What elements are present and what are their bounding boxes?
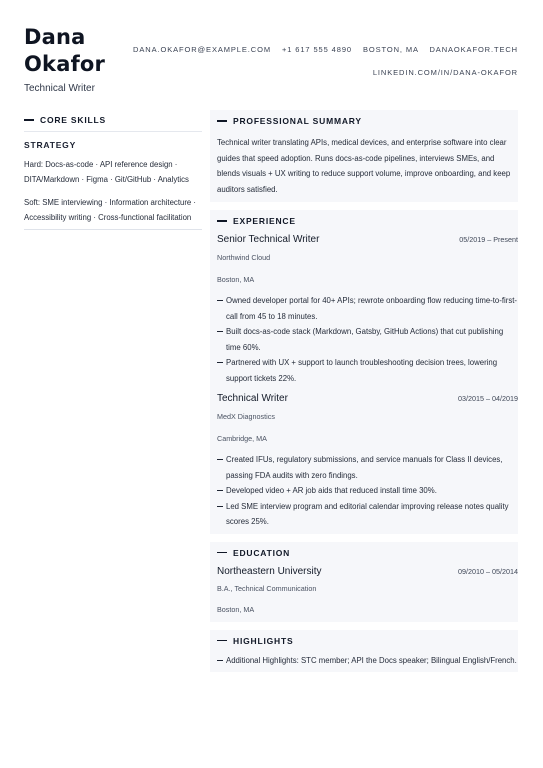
highlights-heading-text: HIGHLIGHTS [233,635,294,646]
education-heading-text: EDUCATION [233,547,291,558]
summary-heading-text: PROFESSIONAL SUMMARY [233,116,362,126]
experience-section [210,210,518,534]
phone-text: +1 617 555 4890 [281,45,352,54]
job-bullet: Built docs-as-code stack (Markdown, Gatsby, GitHub Actions) that cut publishing time 60%. [217,324,518,355]
summary-heading [217,114,518,128]
skills-column [24,113,202,230]
name-last: Okafor [24,52,106,76]
job-location: Boston, MA [217,275,255,284]
hard-skills-line-1: Hard: Docs-as-code · API reference design · [24,160,178,169]
highlight-bullet: Additional Highlights: STC member; API the Docs speaker; Bilingual English/French. [217,653,518,669]
candidate-name [24,24,105,78]
job-bullet: Created IFUs, regulatory submissions, and service manuals for Class II devices, passing FDA audits with zero findings. [217,452,518,483]
hard-skills-line-2: DITA/Markdown · Figma · Git/GitHub · Analytics [24,175,189,184]
job-dates: 03/2015 – 04/2019 [458,394,518,403]
job-bullet: Led SME interview program and editorial calendar improving release notes quality scores 25%. [217,499,518,530]
linkedin-link[interactable]: LINKEDIN.COM/IN/DANA-OKAFOR [372,68,518,77]
heading-dash-icon [24,119,34,121]
heading-dash-icon [217,640,227,642]
school-name: Northeastern University [217,565,322,577]
summary-section [210,110,518,202]
job-company: MedX Diagnostics [217,412,275,421]
skill-group-title: STRATEGY [24,140,77,150]
heading-dash-icon [217,220,227,222]
job-entry [217,234,518,386]
job-title: Technical Writer [24,83,95,94]
job-header [217,393,518,404]
contact-line [125,45,518,54]
education-heading [217,546,518,560]
website-link[interactable]: DANAOKAFOR.TECH [429,45,518,54]
heading-dash-icon [217,120,227,122]
degree-text: B.A., Technical Communication [217,583,317,593]
skills-heading [24,113,202,127]
email-link[interactable]: DANA.OKAFOR@EXAMPLE.COM [133,45,271,54]
job-header [217,234,518,245]
summary-text: Technical writer translating APIs, medical devices, and enterprise software into clear guides that speed adoption. Runs docs-as-code pipelines, interviews SMEs, and blends visuals + UX writing to reduce support volume, improve onboarding, and keep auditors satisfied. [217,138,511,194]
job-title: Senior Technical Writer [217,234,320,245]
soft-skills-line-1: Soft: SME interviewing · Information architecture · [24,198,197,207]
contact-line-2 [365,68,518,77]
soft-skills-line-2: Accessibility writing · Cross-functional facilitation [24,213,192,222]
skills-heading-text: CORE SKILLS [40,115,106,125]
education-location: Boston, MA [217,604,255,614]
job-dates: 05/2019 – Present [459,235,518,244]
job-bullet: Partnered with UX + support to launch troubleshooting decision trees, lowering support tickets 22%. [217,355,518,386]
job-company: Northwind Cloud [217,253,271,262]
experience-heading [217,214,518,228]
job-location: Cambridge, MA [217,434,267,443]
highlights-section [210,630,518,673]
job-bullet: Developed video + AR job aids that reduced install time 30%. [217,483,518,499]
job-title: Technical Writer [217,393,288,404]
main-column [210,110,518,680]
experience-heading-text: EXPERIENCE [233,216,296,226]
name-first: Dana [24,25,86,49]
highlights-heading [217,634,518,648]
heading-dash-icon [217,552,227,554]
job-bullet: Owned developer portal for 40+ APIs; rewrote onboarding flow reducing time-to-first-call from 45 to 18 minutes. [217,293,518,324]
education-dates: 09/2010 – 05/2014 [458,566,518,576]
divider [24,229,202,230]
job-entry [217,393,518,530]
location-text: BOSTON, MA [362,45,419,54]
divider [24,131,202,132]
education-header [217,566,518,577]
education-section [210,542,518,622]
